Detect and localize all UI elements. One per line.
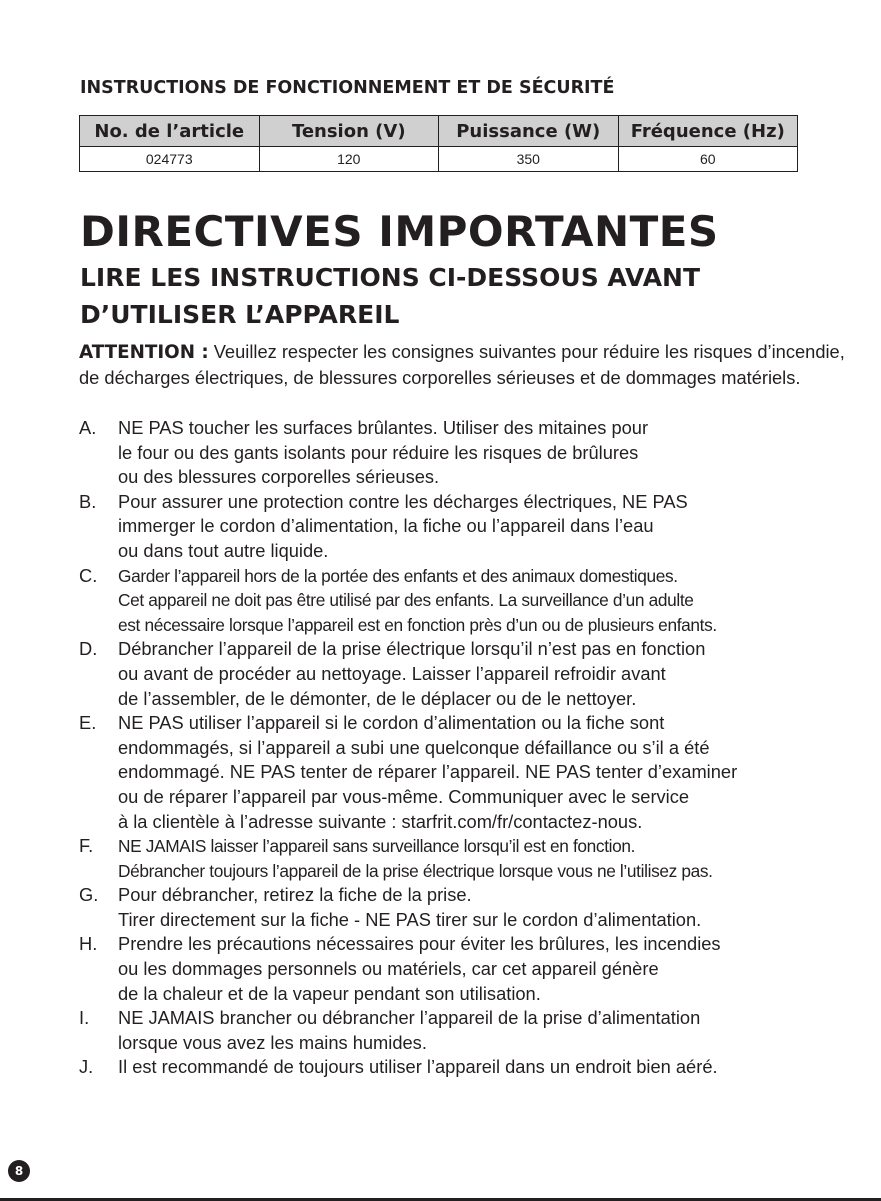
item-letter: A. [79,417,97,438]
page-number-badge: 8 [8,1160,30,1182]
item-text: NE PAS toucher les surfaces brûlantes. Utiliser des mitaines pour le four ou des gants isolants pour réduire les risques de brûlures ou des blessures corporelles sérieuses. [118,417,649,488]
item-text: Garder l’appareil hors de la portée des enfants et des animaux domestiques. Cet appareil ne doit pas être utilisé par des enfants. La surveillance d’un adulte est nécessaire lorsque l’appareil est en fonction près d’un ou de plusieurs enfants. [118,565,717,635]
list-item [79,883,859,932]
header-frequency: Fréquence (Hz) [618,116,798,147]
item-letter: H. [79,933,98,955]
item-text: NE JAMAIS laisser l’appareil sans surveillance lorsqu’il est en fonction. Débrancher toujours l’appareil de la prise électrique lorsque vous ne l’utilisez pas. [118,836,713,881]
item-letter: F. [79,835,94,857]
item-letter: J. [79,1056,94,1078]
intro-text: Veuillez respecter les consignes suivantes pour réduire les risques d’incendie, de décharges électriques, de blessures corporelles sérieuses et de dommages matériels. [79,341,845,388]
list-item [79,834,859,883]
page-title: DIRECTIVES IMPORTANTES [80,207,719,256]
list-item [79,564,859,638]
item-text: Prendre les précautions nécessaires pour éviter les brûlures, les incendies ou les dommages personnels ou matériels, car cet appareil génère de la chaleur et de la vapeur pendant son utilisation. [118,933,721,1004]
item-letter: I. [79,1007,90,1029]
intro-paragraph [79,340,849,390]
item-letter: B. [79,490,97,512]
header-article-number: No. de l’article [80,116,260,147]
cell-voltage: 120 [259,147,439,172]
item-text: NE JAMAIS brancher ou débrancher l’appareil de la prise d’alimentation lorsque vous avez les mains humides. [118,1007,701,1053]
section-header: INSTRUCTIONS DE FONCTIONNEMENT ET DE SÉCURITÉ [80,78,615,98]
item-text: NE PAS utiliser l’appareil si le cordon d’alimentation ou la fiche sont endommagés, si l’appareil a subi une quelconque défaillance ou s’il a été endommagé. NE PAS tenter de réparer l’appareil. NE PAS tenter d’examiner ou de réparer l’appareil par vous-même. Communiquer avec le service à la clientèle à l’adresse suivante : starfrit.com/fr/contactez-nous. [118,712,738,832]
item-text: Il est recommandé de toujours utiliser l’appareil dans un endroit bien aéré. [118,1056,718,1078]
list-item [79,932,859,1006]
cell-power: 350 [439,147,619,172]
spec-table-header-row [80,116,798,147]
list-item [79,1055,859,1080]
header-power: Puissance (W) [439,116,619,147]
list-item [79,1006,859,1055]
attention-label: ATTENTION : [79,342,209,363]
page-subtitle: LIRE LES INSTRUCTIONS CI-DESSOUS AVANT D’UTILISER L’APPAREIL [80,263,701,329]
instruction-list [79,416,859,1080]
item-letter: D. [79,638,98,660]
list-item [79,490,859,564]
item-letter: G. [79,884,99,906]
cell-frequency: 60 [618,147,798,172]
cell-article-number: 024773 [80,147,260,172]
item-text: Pour débrancher, retirez la fiche de la prise. Tirer directement sur la fiche - NE PAS tirer sur le cordon d’alimentation. [118,884,702,930]
item-letter: E. [79,712,97,734]
item-letter: C. [79,564,98,586]
list-item [79,416,859,490]
item-text: Débrancher l’appareil de la prise électrique lorsqu’il n’est pas en fonction ou avant de procéder au nettoyage. Laisser l’appareil refroidir avant de l’assembler, de le démonter, de le déplacer ou de le nettoyer. [118,638,706,709]
list-item [79,637,859,711]
spec-table [79,115,798,172]
table-row [80,147,798,172]
item-text: Pour assurer une protection contre les décharges électriques, NE PAS immerger le cordon d’alimentation, la fiche ou l’appareil dans l’eau ou dans tout autre liquide. [118,490,688,561]
list-item [79,711,859,834]
header-voltage: Tension (V) [259,116,439,147]
